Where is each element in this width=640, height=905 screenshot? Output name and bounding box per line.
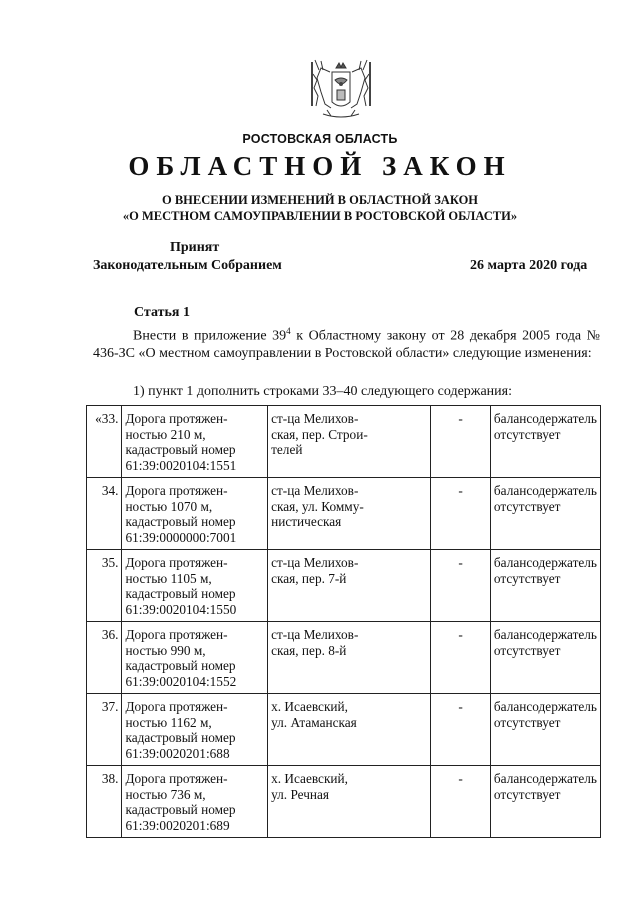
object-description-line: 61:39:0020104:1552 (125, 673, 237, 689)
row-number-line: «33. (95, 411, 119, 426)
object-description-line: Дорога протяжен- (125, 483, 228, 498)
balance-holder-line: отсутствует (493, 426, 561, 442)
object-address-line: нистическая (271, 514, 342, 529)
empty-value (431, 694, 491, 766)
region-name: РОСТОВСКАЯ ОБЛАСТЬ (242, 132, 398, 146)
balance-holder-line: балансодержатель (493, 627, 597, 642)
object-description-line: кадастровый номер (125, 586, 236, 601)
balance-holder (490, 622, 600, 694)
amendments-table-body (87, 406, 601, 838)
object-description-line: 61:39:0020201:688 (125, 745, 230, 761)
balance-holder (490, 406, 600, 478)
object-description-line: ностью 736 м, (125, 786, 206, 802)
empty-value-line: - (458, 411, 463, 426)
empty-value-line: - (458, 555, 463, 570)
row-number (87, 622, 122, 694)
object-description-line: кадастровый номер (125, 514, 236, 529)
paragraph-text-end: к Областному закону от 28 декабря 2005 года № 436-ЗС «О местном самоуправлении в Ростовской области» следующие изменения: (93, 328, 600, 361)
balance-holder (490, 694, 600, 766)
balance-holder (490, 766, 600, 838)
row-number-line: 37. (101, 699, 119, 714)
paragraph-text-start: Внести в приложение 39 (133, 328, 287, 344)
empty-value (431, 550, 491, 622)
object-description-line: 61:39:0020104:1550 (125, 601, 237, 617)
adoption-date: 26 марта 2020 года (470, 258, 588, 273)
object-address-line: ст-ца Мелихов- (271, 627, 359, 642)
balance-holder (490, 550, 600, 622)
row-number-line: 34. (101, 483, 119, 498)
law-title: ОБЛАСТНОЙ ЗАКОН (128, 151, 512, 181)
object-description-line: 61:39:0020104:1551 (125, 457, 237, 473)
object-address-line: ст-ца Мелихов- (271, 411, 359, 426)
balance-holder-line: отсутствует (493, 642, 561, 658)
law-subtitle-line-2: «О МЕСТНОМ САМОУПРАВЛЕНИИ В РОСТОВСКОЙ ОБЛАСТИ» (122, 209, 518, 223)
empty-value-line: - (458, 771, 463, 786)
object-address-line: ул. Атаманская (271, 714, 357, 730)
empty-value-line: - (458, 627, 463, 642)
balance-holder-line: отсутствует (493, 498, 561, 514)
object-address-line: телей (271, 442, 303, 457)
object-address-line: ская, пер. 7-й (271, 570, 347, 586)
object-address (268, 406, 431, 478)
object-description-line: кадастровый номер (125, 658, 236, 673)
balance-holder-line: балансодержатель (493, 483, 597, 498)
table-row (87, 766, 601, 838)
object-description-line: кадастровый номер (125, 442, 236, 457)
empty-value (431, 478, 491, 550)
object-description-line: Дорога протяжен- (125, 411, 228, 426)
object-description (122, 550, 268, 622)
balance-holder-line: балансодержатель (493, 699, 597, 714)
object-description-line: кадастровый номер (125, 802, 236, 817)
object-address (268, 766, 431, 838)
object-description (122, 478, 268, 550)
paragraph-superscript: 4 (286, 326, 291, 336)
object-description-line: Дорога протяжен- (125, 627, 228, 642)
table-row (87, 478, 601, 550)
object-description-line: Дорога протяжен- (125, 555, 228, 570)
object-description (122, 766, 268, 838)
row-number (87, 406, 122, 478)
object-description-line: 61:39:0000000:7001 (125, 529, 237, 545)
article-paragraph (93, 323, 600, 362)
article-heading: Статья 1 (134, 305, 190, 320)
object-address-line: ст-ца Мелихов- (271, 483, 359, 498)
object-address-line: х. Исаевский, (271, 699, 348, 714)
object-address-line: ская, пер. Строи- (271, 426, 368, 442)
object-address-line: ст-ца Мелихов- (271, 555, 359, 570)
object-description (122, 406, 268, 478)
balance-holder-line: отсутствует (493, 570, 561, 586)
balance-holder-line: балансодержатель (493, 555, 597, 570)
balance-holder-line: балансодержатель (493, 411, 597, 426)
empty-value (431, 406, 491, 478)
object-description-line: ностью 990 м, (125, 642, 206, 658)
table-row (87, 622, 601, 694)
object-address (268, 550, 431, 622)
balance-holder-line: отсутствует (493, 714, 561, 730)
object-description-line: ностью 210 м, (125, 426, 206, 442)
row-number-line: 36. (101, 627, 119, 642)
object-description-line: ностью 1162 м, (125, 714, 212, 730)
row-number-line: 35. (101, 555, 119, 570)
object-address (268, 622, 431, 694)
row-number (87, 766, 122, 838)
empty-value (431, 622, 491, 694)
object-description-line: Дорога протяжен- (125, 699, 228, 714)
empty-value (431, 766, 491, 838)
row-number (87, 694, 122, 766)
object-address (268, 694, 431, 766)
object-address-line: ул. Речная (271, 786, 330, 802)
balance-holder-line: отсутствует (493, 786, 561, 802)
balance-holder-line: балансодержатель (493, 771, 597, 786)
law-subtitle-line-1: О ВНЕСЕНИИ ИЗМЕНЕНИЙ В ОБЛАСТНОЙ ЗАКОН (161, 193, 479, 207)
table-row (87, 694, 601, 766)
list-item-1: 1) пункт 1 дополнить строками 33–40 следующего содержания: (133, 384, 512, 399)
coat-of-arms-icon (305, 58, 377, 124)
object-address-line: ская, пер. 8-й (271, 642, 347, 658)
empty-value-line: - (458, 699, 463, 714)
object-description-line: 61:39:0020201:689 (125, 817, 230, 833)
object-description-line: кадастровый номер (125, 730, 236, 745)
empty-value-line: - (458, 483, 463, 498)
object-address (268, 478, 431, 550)
amendments-table (86, 405, 601, 838)
object-description-line: ностью 1070 м, (125, 498, 213, 514)
adopted-label: Принят (170, 240, 220, 255)
object-description (122, 622, 268, 694)
row-number (87, 550, 122, 622)
object-description (122, 694, 268, 766)
object-address-line: х. Исаевский, (271, 771, 348, 786)
row-number-line: 38. (101, 771, 119, 786)
object-description-line: ностью 1105 м, (125, 570, 212, 586)
table-row (87, 406, 601, 478)
row-number (87, 478, 122, 550)
object-address-line: ская, ул. Комму- (271, 498, 364, 514)
adopted-by: Законодательным Собранием (93, 258, 282, 273)
table-row (87, 550, 601, 622)
object-description-line: Дорога протяжен- (125, 771, 228, 786)
balance-holder (490, 478, 600, 550)
